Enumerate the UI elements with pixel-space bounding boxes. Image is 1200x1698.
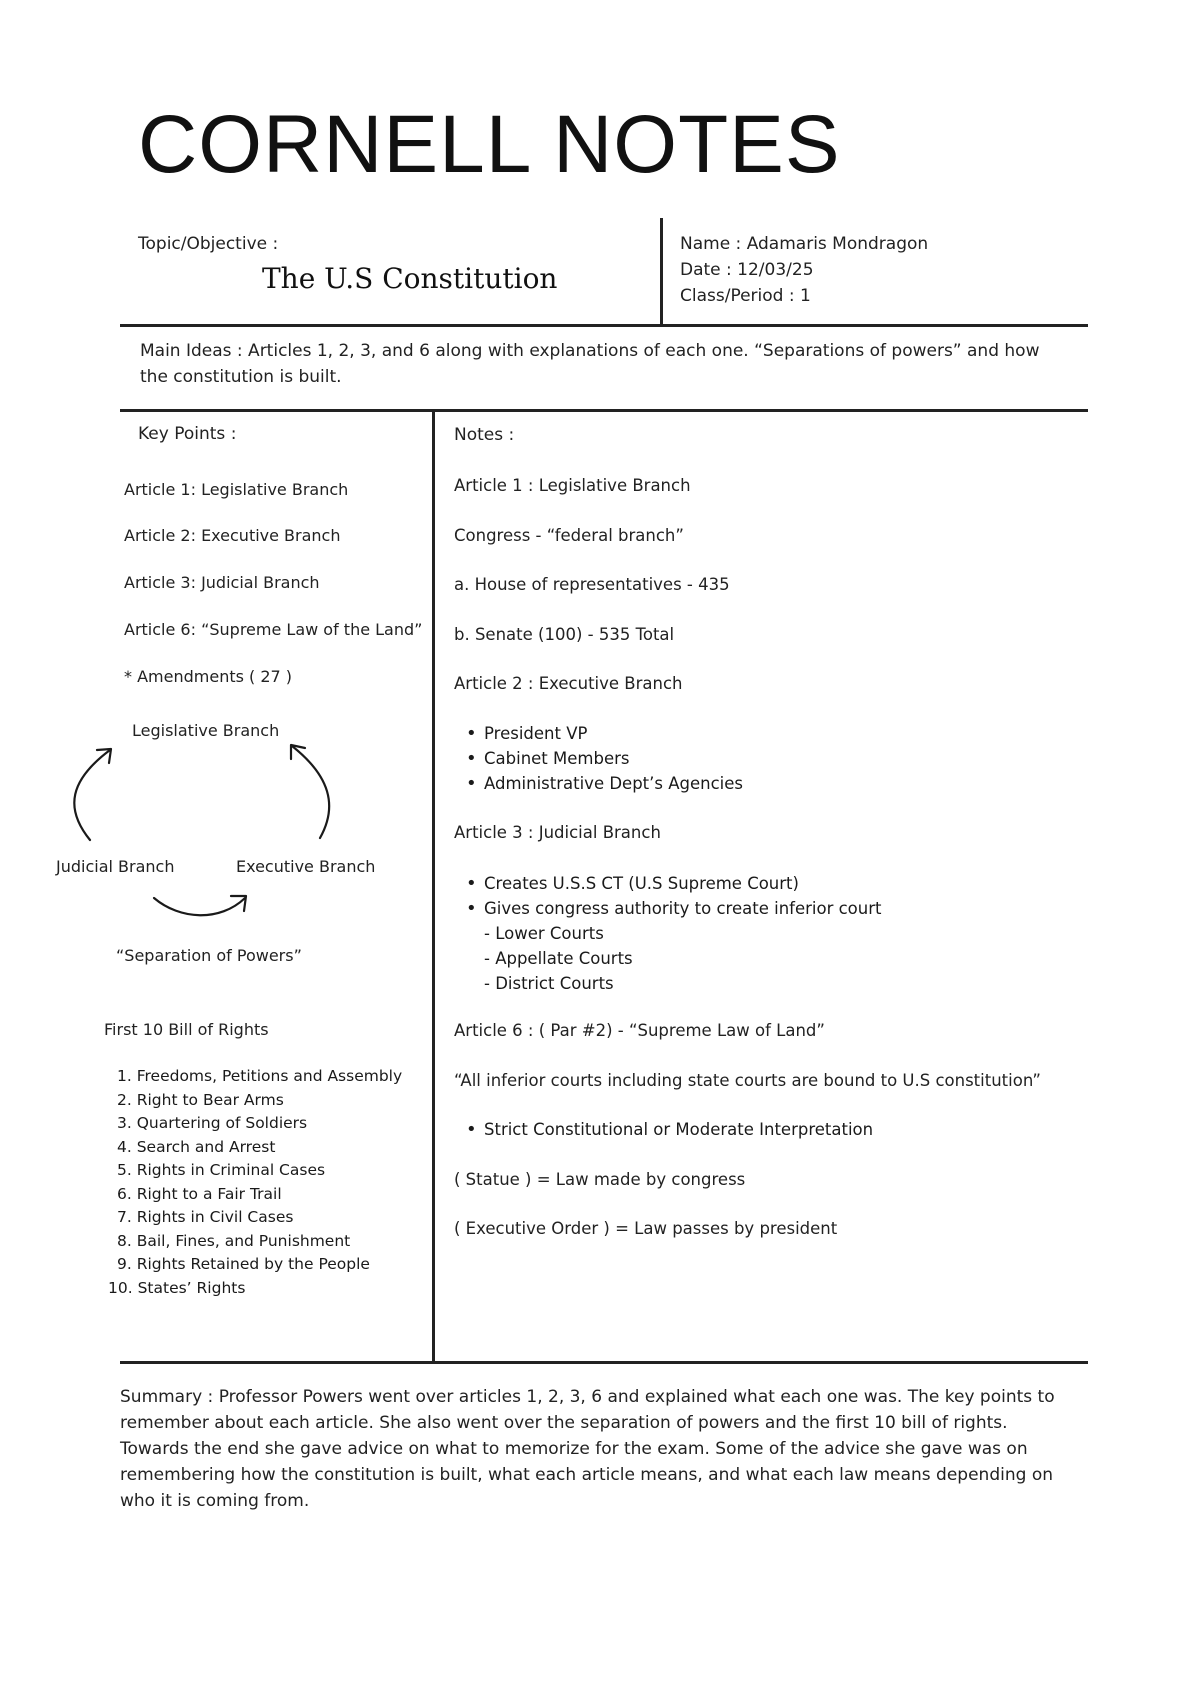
right-item: 9. Rights Retained by the People bbox=[117, 1255, 370, 1273]
diagram-caption: “Separation of Powers” bbox=[116, 946, 302, 965]
key-points-heading: Key Points : bbox=[138, 424, 237, 444]
note-article-2: Article 2 : Executive Branch bbox=[454, 674, 683, 693]
class-period: Class/Period : 1 bbox=[680, 286, 811, 306]
note-article-3: Article 3 : Judicial Branch bbox=[454, 823, 661, 842]
executive-to-legislative-arrow bbox=[292, 746, 329, 838]
judicial-to-executive-arrow bbox=[154, 898, 245, 915]
note-executive-order: ( Executive Order ) = Law passes by president bbox=[454, 1219, 838, 1238]
summary: Summary : Professor Powers went over articles 1, 2, 3, 6 and explained what each one was. The key points to remember about each article. She also went over the separation of powers and the first 10 bill of rights. Towards the end she gave advice on what to memorize for the exam. Some of the advice she gave was on remembering how the constitution is built, what each article means, and what each law means depending on who it is coming from. bbox=[120, 1387, 1055, 1511]
list-item: • President VP bbox=[456, 721, 743, 746]
topic-label: Topic/Objective : bbox=[138, 234, 279, 254]
list-item: • Strict Constitutional or Moderate Interpretation bbox=[456, 1117, 873, 1142]
article-3-bullets bbox=[456, 871, 881, 921]
notes-heading: Notes : bbox=[454, 425, 515, 445]
list-item: • Cabinet Members bbox=[456, 746, 743, 771]
note-house: a. House of representatives - 435 bbox=[454, 575, 730, 594]
article-2-bullets bbox=[456, 721, 743, 796]
note-senate: b. Senate (100) - 535 Total bbox=[454, 625, 675, 644]
header-divider bbox=[660, 218, 663, 326]
right-item: 7. Rights in Civil Cases bbox=[117, 1208, 294, 1226]
note-quote: “All inferior courts including state courts are bound to U.S constitution” bbox=[454, 1071, 1041, 1090]
separation-arrows bbox=[0, 0, 440, 960]
diagram-executive-label: Executive Branch bbox=[236, 857, 376, 876]
list-item: - District Courts bbox=[484, 974, 614, 993]
right-item: 4. Search and Arrest bbox=[117, 1137, 276, 1156]
note-article-6: Article 6 : ( Par #2) - “Supreme Law of Land” bbox=[454, 1021, 825, 1040]
student-name: Name : Adamaris Mondragon bbox=[680, 234, 929, 254]
right-item: 10. States’ Rights bbox=[108, 1278, 246, 1297]
right-item: 2. Right to Bear Arms bbox=[117, 1090, 284, 1109]
court-sublist bbox=[456, 921, 633, 996]
list-item: • Gives congress authority to create inferior court bbox=[456, 896, 881, 921]
diagram-judicial-label: Judicial Branch bbox=[56, 857, 175, 876]
topic-value: The U.S Constitution bbox=[262, 262, 558, 295]
right-item: 1. Freedoms, Petitions and Assembly bbox=[117, 1067, 403, 1085]
key-point-article-6: Article 6: “Supreme Law of the Land” bbox=[124, 620, 423, 639]
judicial-to-legislative-arrow bbox=[74, 750, 110, 840]
diagram-legislative-label: Legislative Branch bbox=[132, 721, 280, 740]
right-item: 6. Right to a Fair Trail bbox=[117, 1184, 282, 1203]
key-point-article-1: Article 1: Legislative Branch bbox=[124, 480, 349, 499]
note-statue: ( Statue ) = Law made by congress bbox=[454, 1170, 746, 1189]
interpretation-bullets bbox=[456, 1117, 873, 1142]
key-point-amendments: * Amendments ( 27 ) bbox=[124, 667, 293, 686]
key-point-article-2: Article 2: Executive Branch bbox=[124, 526, 341, 545]
list-item: - Appellate Courts bbox=[484, 949, 633, 968]
page-title: CORNELL NOTES bbox=[138, 99, 841, 190]
note-date: Date : 12/03/25 bbox=[680, 260, 814, 280]
list-item: • Administrative Dept’s Agencies bbox=[456, 771, 743, 796]
key-point-article-3: Article 3: Judicial Branch bbox=[124, 573, 320, 592]
right-item: 5. Rights in Criminal Cases bbox=[117, 1161, 326, 1179]
right-item: 8. Bail, Fines, and Punishment bbox=[117, 1231, 351, 1250]
right-item: 3. Quartering of Soldiers bbox=[117, 1114, 308, 1132]
summary-rule bbox=[120, 1361, 1088, 1364]
list-item: - Lower Courts bbox=[484, 924, 604, 943]
list-item: • Creates U.S.S CT (U.S Supreme Court) bbox=[456, 871, 881, 896]
main-ideas: Main Ideas : Articles 1, 2, 3, and 6 along with explanations of each one. “Separations of powers” and how the constitution is built. bbox=[140, 341, 1040, 387]
bill-of-rights-list bbox=[108, 1065, 402, 1300]
note-article-1: Article 1 : Legislative Branch bbox=[454, 476, 691, 495]
note-congress: Congress - “federal branch” bbox=[454, 526, 684, 545]
bill-of-rights-heading: First 10 Bill of Rights bbox=[104, 1020, 269, 1039]
